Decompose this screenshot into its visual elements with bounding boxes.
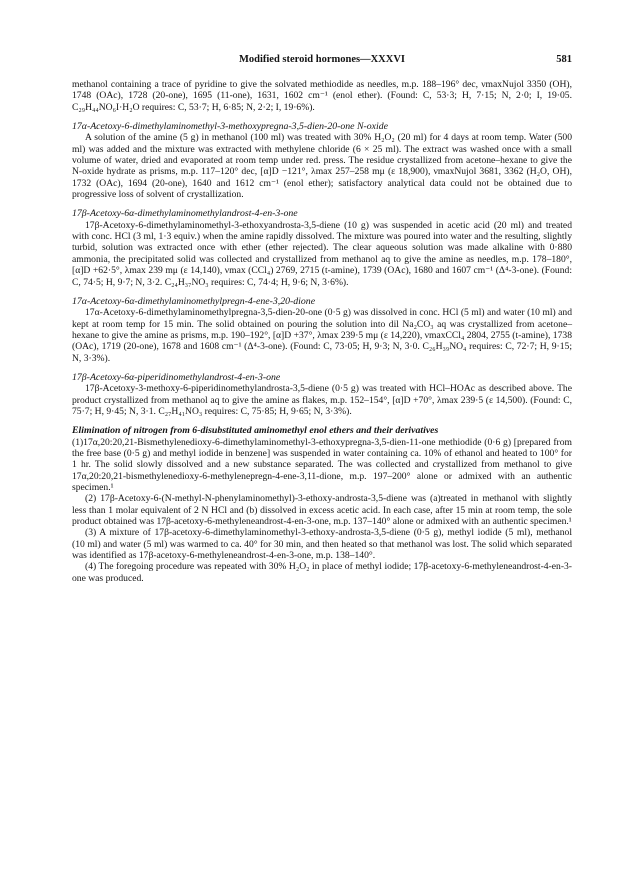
paragraph-elimination-2: (2) 17β-Acetoxy-6-(N-methyl-N-phenylaminomethyl)-3-ethoxy-androsta-3,5-diene was (a)treated in methanol with slightly less than 1 molar equivalent of 2 N HCl and (b) dissolved in excess acetic acid. In each case, after 15 min at room temp, the sole product obtained was 17β-acetoxy-6-methyleneandrost-4-en-3-one, m.p. 137–140° alone or admixed with an authentic specimen.¹ bbox=[72, 493, 572, 528]
article-body bbox=[72, 79, 572, 584]
section-heading-androstenone-amine: 17β-Acetoxy-6α-dimethylaminomethylandrost-4-en-3-one bbox=[72, 208, 298, 220]
paragraph-androstenone-amine: 17β-Acetoxy-6-dimethylaminomethyl-3-ethoxyandrosta-3,5-diene (10 g) was suspended in acetic acid (20 ml) and treated with conc. HCl (3 ml, 1·3 equiv.) when the amine rapidly dissolved. The mixture was poured into water and the resulting, slightly turbid, solution was extracted once with ether (ether rejected). The clear aqueous solution was made alkaline with 0·880 ammonia, the precipitated solid was collected and crystallized from methanol aq to give the amine as needles, m.p. 178–180°, [α]D +62·5°, λmax 239 mμ (ε 14,140), νmax (CCl₄) 2769, 2715 (t-amine), 1739 (OAc), 1680 and 1607 cm⁻¹ (Δ⁴-3-one). (Found: C, 74·5; H, 9·7; N, 3·2. C₂₄H₃₇NO₃ requires: C, 74·4; H, 9·6; N, 3·6%). bbox=[72, 219, 572, 288]
running-head-title: Modified steroid hormones—XXXVI bbox=[238, 54, 406, 65]
paragraph-continuation: methanol containing a trace of pyridine to give the solvated methiodide as needles, m.p. 188–196° dec, νmaxNujol 3350 (OH), 1748 (OAc), 1728 (20-one), 1695 (11-one), 1631, 1602 cm⁻¹ (enol ether). (Found: C, 53·3; H, 7·15; N, 2·0; I, 19·05. C₂₉H₄₄NO₆I·H₂O requires: C, 53·7; H, 6·85; N, 2·2; I, 19·6%). bbox=[72, 79, 572, 113]
paragraph-pregnenedione-amine: 17α-Acetoxy-6-dimethylaminomethylpregna-3,5-dien-20-one (0·5 g) was dissolved in conc. HCl (5 ml) and water (10 ml) and kept at room temp for 15 min. The solid obtained on pouring the solution into dil Na₂CO₃ aq was crystallized from acetone–hexane to give the amine as prisms, m.p. 190–192°, [α]D +37°, λmax 239·5 mμ (ε 14,220), νmaxCCl₄ 2804, 2755 (t-amine), 1738 (OAc), 1719 (20-one), 1678 and 1608 cm⁻¹ (Δ⁴-3-one). (Found: C, 73·05; H, 9·3; N, 3·0. C₂₆H₃₉NO₄ requires: C, 72·7; H, 9·15; N, 3·3%). bbox=[72, 307, 572, 364]
paragraph-elimination-4: (4) The foregoing procedure was repeated with 30% H₂O₂ in place of methyl iodide; 17β-acetoxy-6-methyleneandrost-4-en-3-one was produced. bbox=[72, 561, 572, 584]
running-head bbox=[72, 54, 572, 68]
page-number: 581 bbox=[556, 54, 572, 65]
paragraph-elimination-1: (1)17α,20:20,21-Bismethylenedioxy-6-dimethylaminomethyl-3-ethoxypregna-3,5-dien-11-one methiodide (0·6 g) [prepared from the free base (0·5 g) and methyl iodide in benzene] was suspended in water containing ca. 10% of ethanol and heated to 100° for 1 hr. The solid slowly dissolved and a new substance separated. The was collected and crystallized from methanol to give 17α,20:20,21-bismethylenedioxy-6-methylenepregn-4-ene-3,11-dione, m.p. 197–200° alone or admixed with an authentic specimen.¹ bbox=[72, 436, 572, 493]
section-heading-n-oxide: 17α-Acetoxy-6-dimethylaminomethyl-3-methoxypregna-3,5-dien-20-one N-oxide bbox=[72, 121, 388, 133]
section-heading-elimination: Elimination of nitrogen from 6-disubstituted aminomethyl enol ethers and their derivatives bbox=[72, 425, 439, 437]
paragraph-elimination-3: (3) A mixture of 17β-acetoxy-6-dimethylaminomethyl-3-ethoxy-androsta-3,5-diene (0·5 g), methyl iodide (5 ml), methanol (10 ml) and water (5 ml) was warmed to ca. 40° for 30 min, and then heated so that methanol was lost. The solid which separated was identified as 17β-acetoxy-6-methyleneandrost-4-en-3-one, m.p. 138–140°. bbox=[72, 527, 572, 562]
section-heading-piperidinomethyl: 17β-Acetoxy-6α-piperidinomethylandrost-4-en-3-one bbox=[72, 371, 281, 383]
paragraph-piperidinomethyl: 17β-Acetoxy-3-methoxy-6-piperidinomethylandrosta-3,5-diene (0·5 g) was treated with HCl–HOAc as described above. The product crystallized from methanol aq to give the amine as flakes, m.p. 152–154°, [α]D +70°, λmax 239·5 (ε 14,500). (Found: C, 75·7; H, 9·45; N, 3·1. C₂₇H₄₁NO₃ requires: C, 75·85; H, 9·65; N, 3·3%). bbox=[72, 383, 572, 417]
paragraph-n-oxide: A solution of the amine (5 g) in methanol (100 ml) was treated with 30% H₂O₂ (20 ml) for 4 days at room temp. Water (500 ml) was added and the mixture was extracted with methylene chloride (6 × 25 ml). The extract was washed once with a small volume of water, dried and evaporated at room temp under red. press. The residue crystallized from acetone–hexane to give the N-oxide hydrate as prisms, m.p. 117–120° dec, [α]D −121°, λmax 257–258 mμ (ε 18,900), νmaxNujol 3681, 3362 (H₂O, OH), 1732 (OAc), 1694 (20-one), 1640 and 1612 cm⁻¹ (enol ether); satisfactory analytical data could not be obtained due to progressive loss of solvent of crystallization. bbox=[72, 132, 572, 201]
section-heading-pregnenedione-amine: 17α-Acetoxy-6α-dimethylaminomethylpregn-4-ene-3,20-dione bbox=[72, 295, 316, 307]
